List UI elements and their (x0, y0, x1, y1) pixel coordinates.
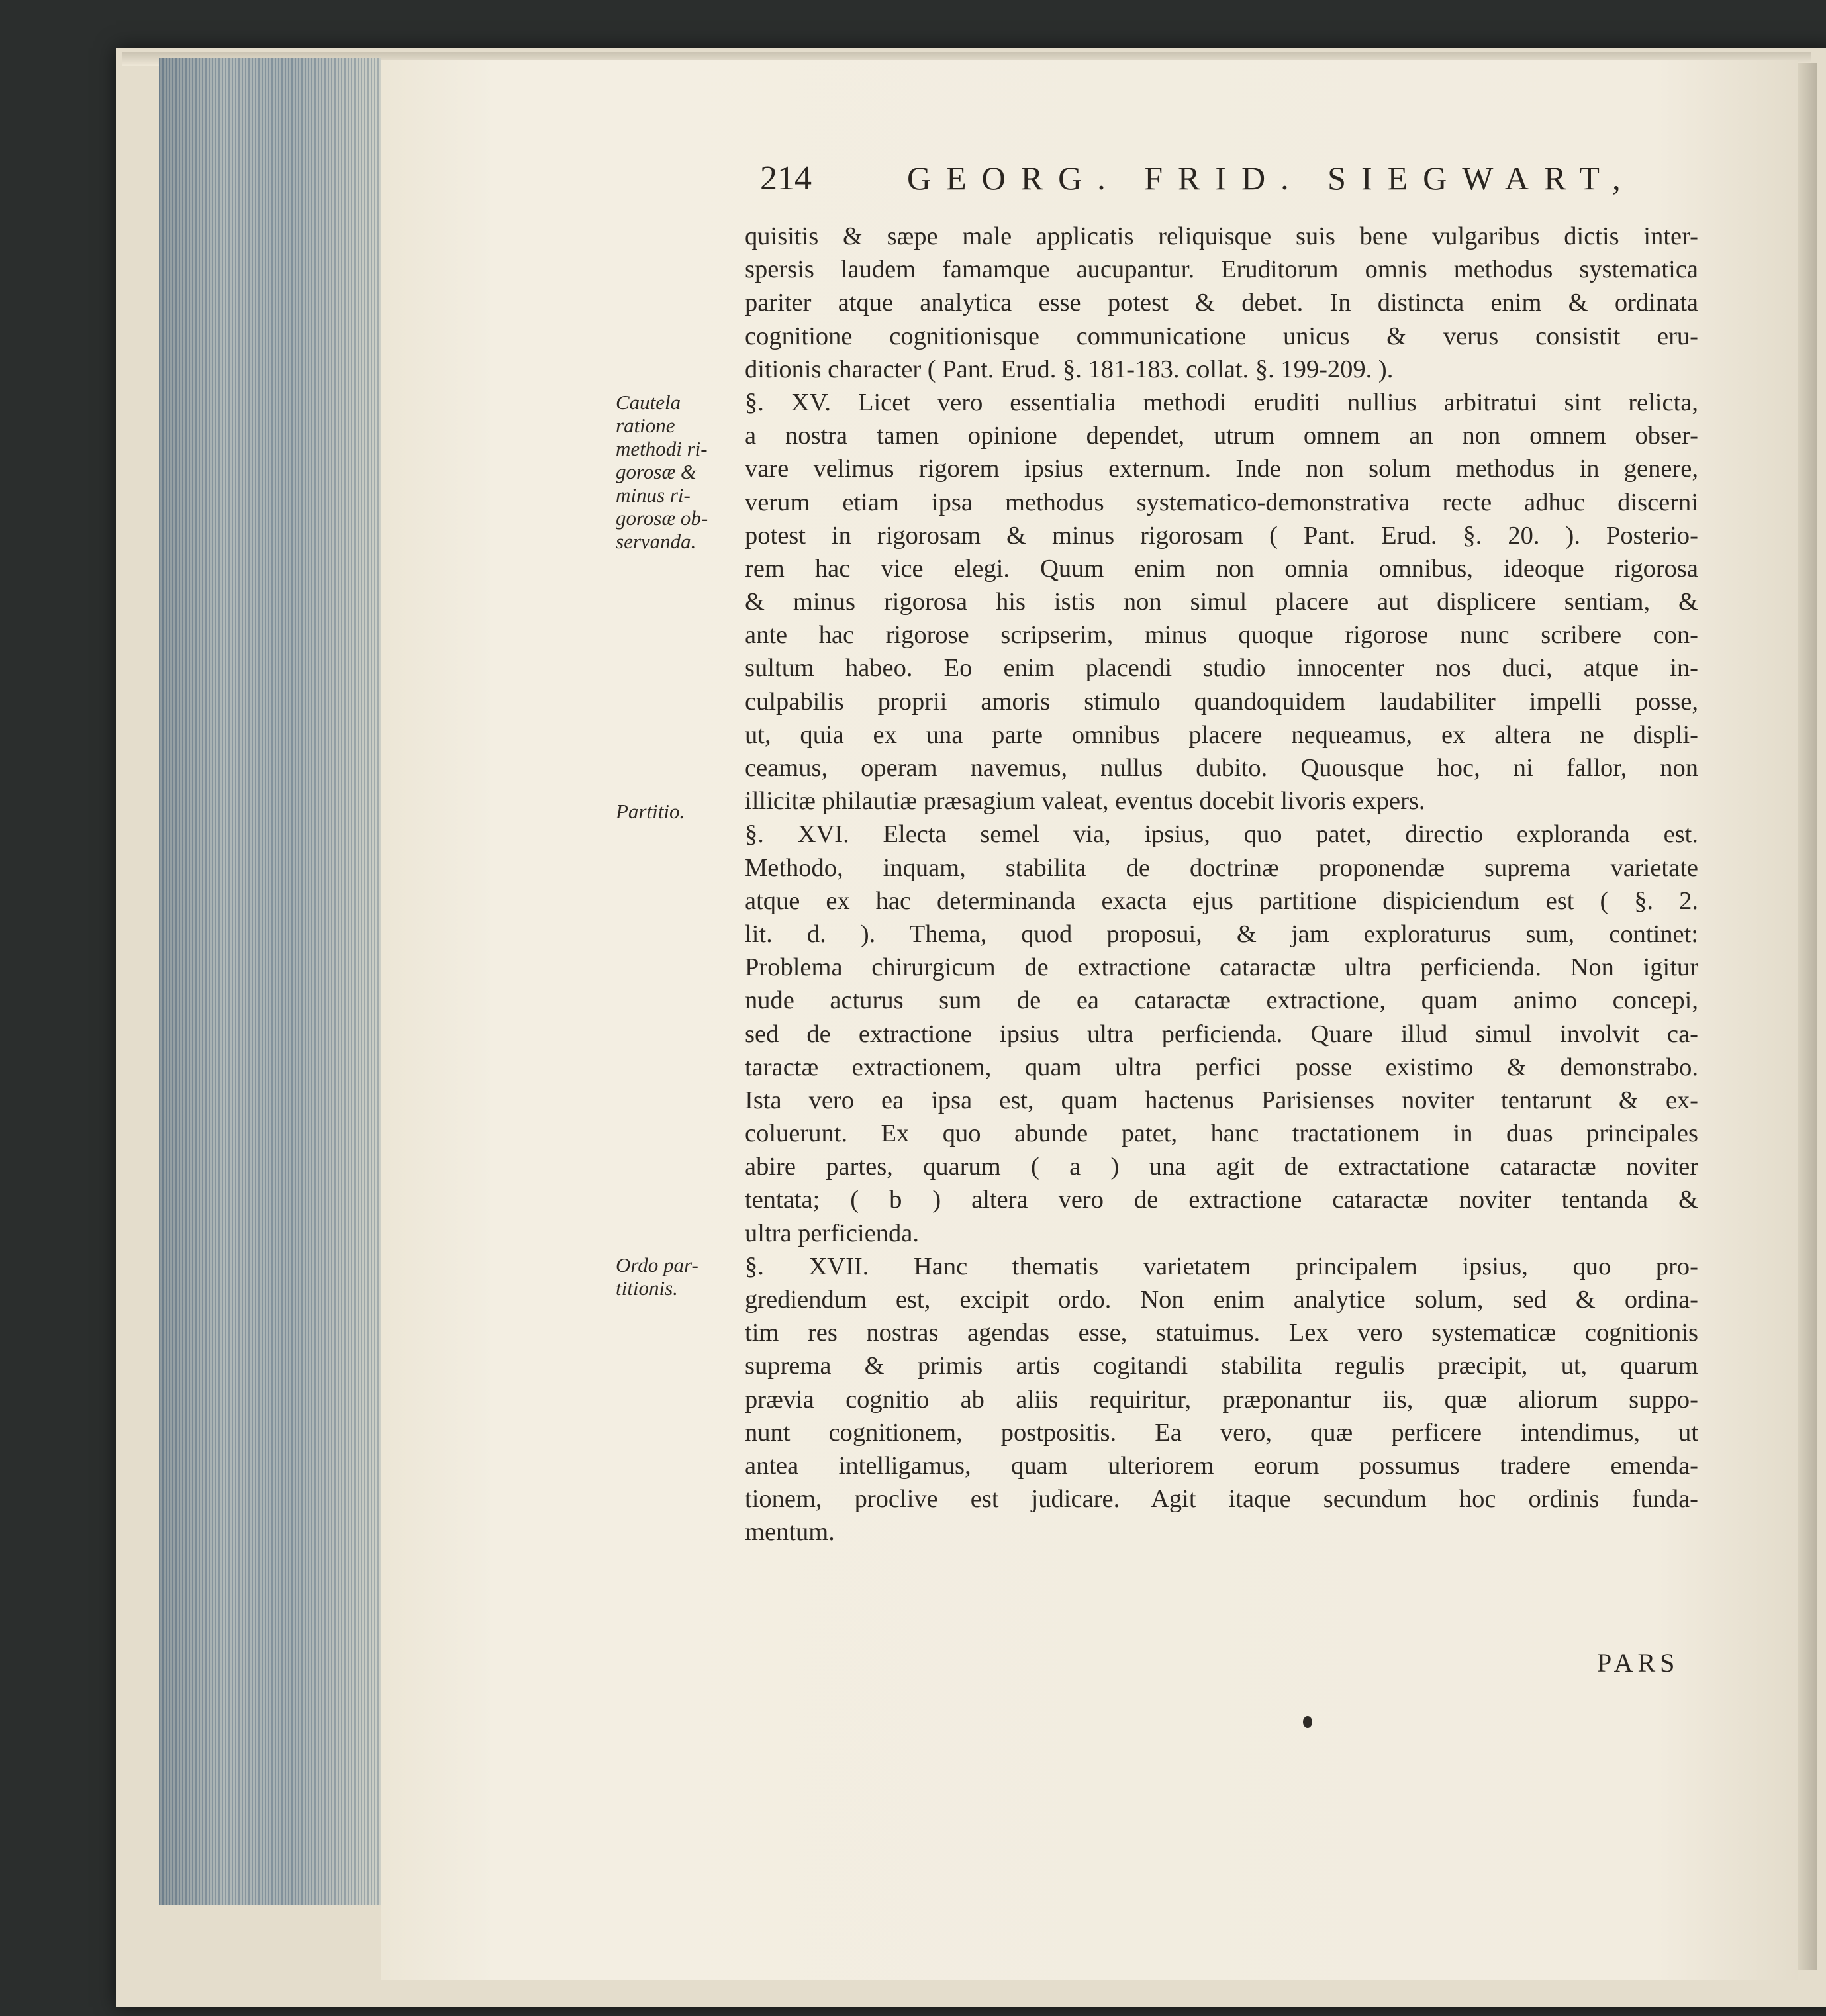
text-line: mentum. (745, 1518, 835, 1547)
text-line: a nostra tamen opinione dependet, utrum omnem an non omnem obser- (745, 422, 1698, 450)
text-line: coluerunt. Ex quo abunde patet, hanc tractationem in duas principales (745, 1120, 1698, 1148)
text-line: suprema & primis artis cogitandi stabilita regulis præcipit, ut, quarum (745, 1352, 1698, 1380)
text-line: abire partes, quarum ( a ) una agit de extractatione cataractæ noviter (745, 1153, 1698, 1181)
text-line: Methodo, inquam, stabilita de doctrinæ proponendæ suprema varietate (745, 853, 1698, 882)
text-line: cognitione cognitionisque communicatione unicus & verus consistit eru- (745, 322, 1698, 350)
text-line: culpabilis proprii amoris stimulo quandoquidem laudabiliter impelli posse, (745, 687, 1698, 716)
margin-note-partitio (616, 800, 742, 823)
text-line: atque ex hac determinanda exacta ejus partitione dispiciendum est ( §. 2. (745, 887, 1698, 915)
margin-note-line: titionis. (616, 1276, 678, 1300)
text-line: spersis laudem famamque aucupantur. Eruditorum omnis methodus systematica (745, 256, 1698, 284)
margin-note-line: gorosæ & (616, 460, 697, 483)
page-block-edges (159, 58, 381, 1905)
text-line: prævia cognitio ab aliis requiritur, præponantur iis, quæ aliorum suppo- (745, 1385, 1698, 1414)
text-line: ante hac rigorose scripserim, minus quoque rigorose nunc scribere con- (745, 621, 1698, 649)
text-line: grediendum est, excipit ordo. Non enim analytice solum, sed & ordina- (745, 1286, 1698, 1314)
ink-spot (1303, 1716, 1312, 1728)
text-line: antea intelligamus, quam ulteriorem eorum possumus tradere emenda- (745, 1451, 1698, 1480)
text-line: Problema chirurgicum de extractione cataractæ ultra perficienda. Non igitur (745, 953, 1698, 982)
text-line: §. XVI. Electa semel via, ipsius, quo patet, directio exploranda est. (745, 820, 1698, 849)
text-line: verum etiam ipsa methodus systematico-demonstrativa recte adhuc discerni (745, 488, 1698, 516)
text-line: rem hac vice elegi. Quum enim non omnia omnibus, ideoque rigorosa (745, 554, 1698, 583)
margin-note-cautela (616, 391, 742, 553)
body-text (745, 220, 1698, 1549)
text-line: potest in rigorosam & minus rigorosam ( Pant. Erud. §. 20. ). Posterio- (745, 521, 1698, 550)
running-title: GEORG. FRID. SIEGWART, (907, 160, 1636, 197)
text-line: illicitæ philautiæ præsagium valeat, eventus docebit livoris expers. (745, 787, 1425, 816)
margin-note-ordo (616, 1253, 742, 1300)
text-line: sultum habeo. Eo enim placendi studio innocenter nos duci, atque in- (745, 654, 1698, 683)
text-line: vare velimus rigorem ipsius externum. Inde non solum methodus in genere, (745, 455, 1698, 483)
gutter-edge (1798, 63, 1817, 1970)
text-line: §. XVII. Hanc thematis varietatem principalem ipsius, quo pro- (745, 1252, 1698, 1280)
margin-note-line: ratione (616, 414, 675, 437)
catchword: PARS (1597, 1648, 1680, 1678)
page-number: 214 (760, 160, 812, 197)
margin-note-line: methodi ri- (616, 437, 708, 460)
text-line: ceamus, operam navemus, nullus dubito. Quousque hoc, ni fallor, non (745, 754, 1698, 782)
text-line: nude acturus sum de ea cataractæ extractione, quam animo concepi, (745, 986, 1698, 1015)
text-line: nunt cognitionem, postpositis. Ea vero, quæ perficere intendimus, ut (745, 1418, 1698, 1447)
text-line: ut, quia ex una parte omnibus placere nequeamus, ex altera ne displi- (745, 720, 1698, 749)
margin-note-line: Partitio. (616, 800, 685, 823)
text-line: ditionis character ( Pant. Erud. §. 181-183. collat. §. 199-209. ). (745, 355, 1394, 383)
text-line: & minus rigorosa his istis non simul placere aut displicere sentiam, & (745, 588, 1698, 616)
text-line: pariter atque analytica esse potest & debet. In distincta enim & ordinata (745, 289, 1698, 317)
text-line: lit. d. ). Thema, quod proposui, & jam exploraturus sum, continet: (745, 920, 1698, 948)
text-line: tentata; ( b ) altera vero de extractione cataractæ noviter tentanda & (745, 1186, 1698, 1214)
margin-note-line: Cautela (616, 391, 681, 414)
margin-note-line: servanda. (616, 530, 697, 553)
margin-note-line: gorosæ ob- (616, 506, 708, 530)
margin-note-line: Ordo par- (616, 1253, 698, 1276)
text-line: tionem, proclive est judicare. Agit itaque secundum hoc ordinis funda- (745, 1485, 1698, 1513)
text-line: sed de extractione ipsius ultra perficienda. Quare illud simul involvit ca- (745, 1020, 1698, 1048)
text-line: quisitis & sæpe male applicatis reliquisque suis bene vulgaribus dictis inter- (745, 222, 1698, 250)
text-line: ultra perficienda. (745, 1219, 919, 1247)
text-line: Ista vero ea ipsa est, quam hactenus Parisienses noviter tentarunt & ex- (745, 1086, 1698, 1114)
text-line: §. XV. Licet vero essentialia methodi eruditi nullius arbitratui sint relicta, (745, 388, 1698, 416)
text-line: taractæ extractionem, quam ultra perfici posse existimo & demonstrabo. (745, 1053, 1698, 1081)
text-line: tim res nostras agendas esse, statuimus. Lex vero systematicæ cognitionis (745, 1319, 1698, 1347)
margin-note-line: minus ri- (616, 483, 691, 506)
